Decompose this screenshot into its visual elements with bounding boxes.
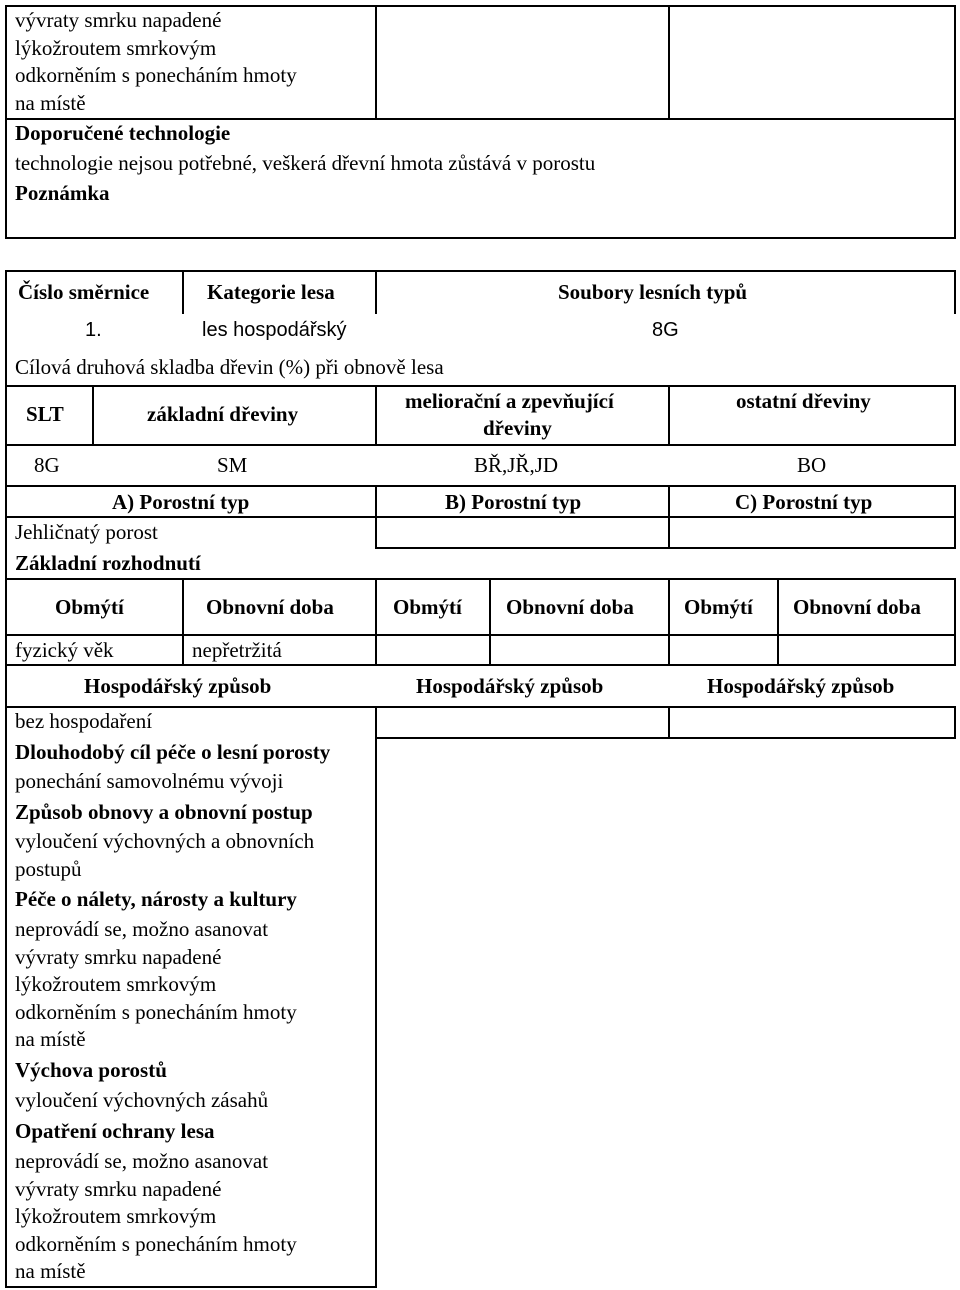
pece-heading: Péče o nálety, nárosty a kultury bbox=[15, 887, 297, 911]
obnova-text: vyloučení výchovných a obnovních bbox=[15, 829, 315, 853]
text-line: vývraty smrku napadené bbox=[15, 8, 222, 32]
obnovni-doba-a: Obnovní doba bbox=[206, 595, 334, 619]
ochrana-text: odkorněním s ponecháním hmoty bbox=[15, 1231, 297, 1256]
zakladni-value: SM bbox=[217, 453, 248, 477]
col-melioracni-1: meliorační a zpevňující bbox=[405, 389, 614, 413]
porostni-typ-a-value: Jehličnatý porost bbox=[15, 520, 158, 544]
ochrana-text: neprovádí se, možno asanovat bbox=[15, 1149, 269, 1173]
ochrana-heading: Opatření ochrany lesa bbox=[15, 1119, 215, 1143]
text-line: na místě bbox=[15, 90, 86, 115]
cil-heading: Dlouhodobý cíl péče o lesní porosty bbox=[15, 740, 331, 764]
vychova-text: vyloučení výchovných zásahů bbox=[15, 1088, 269, 1112]
ochrana-text: lýkožroutem smrkovým bbox=[15, 1204, 217, 1228]
cil-text: ponechání samovolnému vývoji bbox=[15, 769, 284, 793]
melioracni-value: BŘ,JŘ,JD bbox=[474, 453, 559, 477]
ochrana-text: na místě bbox=[15, 1259, 86, 1283]
pece-text: neprovádí se, možno asanovat bbox=[15, 917, 269, 941]
obnovni-doba-b: Obnovní doba bbox=[506, 595, 634, 619]
composition-title: Cílová druhová skladba dřevin (%) při obnově lesa bbox=[15, 355, 444, 379]
obmyti-a-value: fyzický věk bbox=[15, 638, 114, 662]
zakladni-rozhodnuti: Základní rozhodnutí bbox=[15, 551, 201, 575]
porostni-typ-c: C) Porostní typ bbox=[735, 490, 873, 514]
vychova-heading: Výchova porostů bbox=[15, 1058, 167, 1082]
poznamka-heading: Poznámka bbox=[15, 181, 110, 205]
col-melioracni-2: dřeviny bbox=[483, 416, 552, 440]
ochrana-text: vývraty smrku napadené bbox=[15, 1176, 222, 1201]
pece-text: lýkožroutem smrkovým bbox=[15, 972, 217, 996]
porostni-typ-b: B) Porostní typ bbox=[445, 490, 582, 514]
hospodarsky-zpusob-b: Hospodářský způsob bbox=[416, 674, 604, 698]
ostatni-value: BO bbox=[797, 453, 827, 477]
text-line: lýkožroutem smrkovým bbox=[15, 35, 217, 60]
kategorie-lesa-label: Kategorie lesa bbox=[207, 280, 335, 304]
obnovni-doba-a-value: nepřetržitá bbox=[192, 638, 282, 662]
technologie-text: technologie nejsou potřebné, veškerá dřevní hmota zůstává v porostu bbox=[15, 151, 596, 175]
porostni-typ-a: A) Porostní typ bbox=[112, 490, 250, 514]
cislo-value: 1. bbox=[85, 319, 102, 341]
hospodarsky-zpusob-a: Hospodářský způsob bbox=[84, 674, 272, 698]
text-line: odkorněním s ponecháním hmoty bbox=[15, 63, 297, 87]
obmyti-c: Obmýtí bbox=[684, 595, 753, 619]
pece-text: odkorněním s ponecháním hmoty bbox=[15, 999, 297, 1024]
col-ostatni: ostatní dřeviny bbox=[736, 389, 871, 413]
pece-text: na místě bbox=[15, 1027, 86, 1051]
col-zakladni: základní dřeviny bbox=[147, 402, 299, 426]
col-slt: SLT bbox=[26, 402, 64, 426]
cislo-smernice-label: Číslo směrnice bbox=[18, 280, 150, 304]
slt-value: 8G bbox=[34, 453, 60, 477]
obmyti-a: Obmýtí bbox=[55, 595, 124, 619]
soubory-label: Soubory lesních typů bbox=[558, 280, 748, 304]
technologie-heading: Doporučené technologie bbox=[15, 121, 231, 145]
obnova-text: postupů bbox=[15, 856, 82, 881]
hospodarsky-zpusob-c: Hospodářský způsob bbox=[707, 674, 895, 698]
pece-text: vývraty smrku napadené bbox=[15, 944, 222, 969]
kategorie-value: les hospodářský bbox=[202, 319, 347, 341]
obnova-heading: Způsob obnovy a obnovní postup bbox=[15, 800, 313, 824]
obmyti-b: Obmýtí bbox=[393, 595, 462, 619]
soubory-value: 8G bbox=[652, 319, 679, 341]
obnovni-doba-c: Obnovní doba bbox=[793, 595, 921, 619]
hospodarsky-zpusob-a-value: bez hospodaření bbox=[15, 709, 153, 733]
